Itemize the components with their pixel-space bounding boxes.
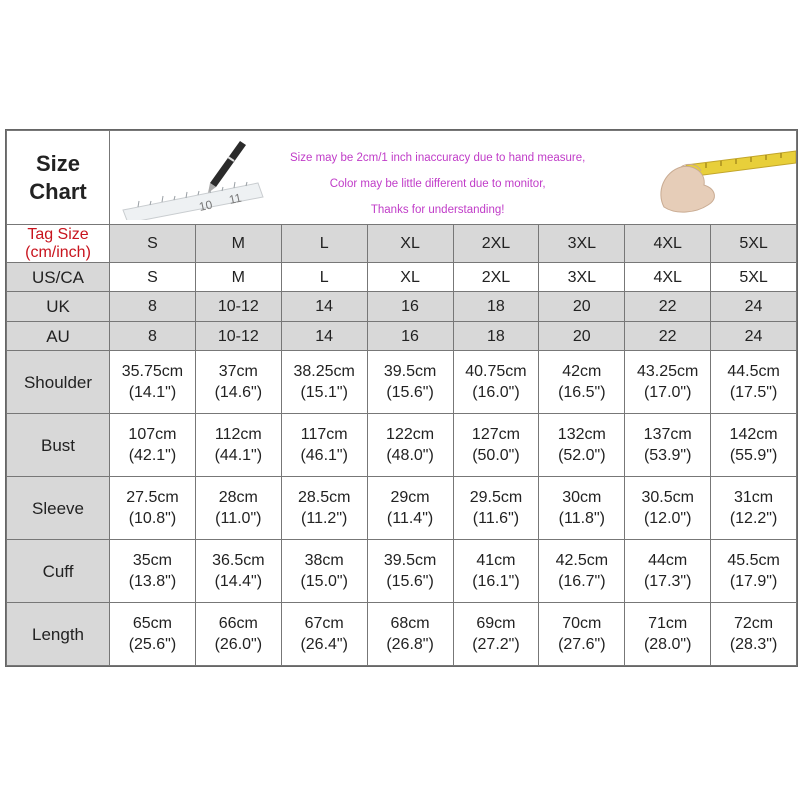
cm-value: 132cm xyxy=(557,426,606,444)
table-cell: M xyxy=(195,262,281,291)
table-row xyxy=(7,262,797,291)
table-row xyxy=(7,292,797,321)
title-line-2: Chart xyxy=(29,178,87,204)
inch-value: (11.0") xyxy=(215,510,262,528)
inch-value: (28.3") xyxy=(729,636,778,653)
cm-value: 31cm xyxy=(734,489,774,507)
table-row xyxy=(7,603,797,666)
inch-value: (15.1") xyxy=(300,384,348,402)
inch-value: (28.0") xyxy=(643,636,692,653)
cm-value: 37cm xyxy=(218,363,258,381)
table-cell: 4XL xyxy=(625,262,711,291)
size-header-cell: M xyxy=(195,225,281,263)
table-cell: XL xyxy=(367,262,453,291)
table-cell xyxy=(711,351,797,414)
inch-value: (42.1") xyxy=(128,447,177,465)
cm-value: 137cm xyxy=(643,426,692,444)
inch-value: (27.2") xyxy=(472,636,520,653)
cm-value: 27.5cm xyxy=(126,489,179,507)
table-cell: 14 xyxy=(281,292,367,321)
cm-value: 112cm xyxy=(214,426,262,444)
ruler-number-10: 10 xyxy=(197,197,214,214)
table-cell: 20 xyxy=(539,321,625,350)
row-label-bust: Bust xyxy=(7,414,110,477)
size-header-cell: 2XL xyxy=(453,225,539,263)
inch-value: (11.4") xyxy=(386,510,434,528)
table-cell xyxy=(367,540,453,603)
cm-value: 30.5cm xyxy=(641,489,694,507)
table-cell: 8 xyxy=(110,321,196,350)
table-cell: S xyxy=(110,262,196,291)
row-label-us-ca: US/CA xyxy=(7,262,110,291)
table-cell xyxy=(711,603,797,666)
cm-value: 44cm xyxy=(648,552,688,570)
notes-banner xyxy=(110,131,797,225)
inch-value: (15.6") xyxy=(386,573,434,591)
cm-value: 30cm xyxy=(562,489,602,507)
inch-value: (25.6") xyxy=(128,636,177,653)
table-cell: 16 xyxy=(367,321,453,350)
table-cell: 22 xyxy=(625,292,711,321)
cm-value: 42cm xyxy=(562,363,602,381)
inch-value: (17.5") xyxy=(729,384,778,402)
size-header-cell: S xyxy=(110,225,196,263)
inch-value: (53.9") xyxy=(643,447,692,465)
table-cell: 10-12 xyxy=(195,292,281,321)
table-cell xyxy=(539,477,625,540)
inch-value: (52.0") xyxy=(558,447,606,465)
inch-value: (14.4") xyxy=(214,573,263,591)
inch-value: (26.0") xyxy=(214,636,263,653)
table-cell: L xyxy=(281,262,367,291)
cm-value: 39.5cm xyxy=(383,363,437,381)
table-cell xyxy=(367,477,453,540)
cm-value: 43.25cm xyxy=(637,363,699,381)
inch-value: (17.9") xyxy=(729,573,778,591)
table-cell xyxy=(367,603,453,666)
table-cell xyxy=(539,414,625,477)
table-cell xyxy=(711,540,797,603)
table-cell xyxy=(281,540,367,603)
table-cell xyxy=(195,351,281,414)
table-cell: 22 xyxy=(625,321,711,350)
note-thanks: Thanks for understanding! xyxy=(370,204,505,216)
table-cell xyxy=(195,477,281,540)
cm-value: 66cm xyxy=(218,615,258,632)
row-label-length: Length xyxy=(7,603,110,666)
table-cell: 24 xyxy=(711,321,797,350)
table-cell xyxy=(195,603,281,666)
cm-value: 65cm xyxy=(132,615,172,632)
table-cell xyxy=(110,540,196,603)
table-row xyxy=(7,414,797,477)
table-cell xyxy=(453,477,539,540)
table-cell xyxy=(110,414,196,477)
cm-value: 29.5cm xyxy=(469,489,523,507)
table-cell xyxy=(625,477,711,540)
cm-value: 68cm xyxy=(390,615,430,632)
tag-size-row xyxy=(7,225,797,263)
cm-value: 72cm xyxy=(734,615,774,632)
inch-value: (55.9") xyxy=(729,447,778,465)
table-row xyxy=(7,540,797,603)
cm-value: 44.5cm xyxy=(727,363,780,381)
table-cell xyxy=(453,603,539,666)
size-header-cell: XL xyxy=(367,225,453,263)
table-row xyxy=(7,477,797,540)
ruler-pen-icon xyxy=(118,135,268,220)
table-cell xyxy=(539,540,625,603)
table-row xyxy=(7,321,797,350)
inch-value: (11.2") xyxy=(301,510,348,528)
inch-value: (14.1") xyxy=(128,384,177,402)
inch-value: (46.1") xyxy=(300,447,348,465)
cm-value: 142cm xyxy=(729,426,778,444)
table-row xyxy=(7,351,797,414)
inch-value: (17.3") xyxy=(643,573,692,591)
size-header-cell: 3XL xyxy=(539,225,625,263)
cm-value: 70cm xyxy=(562,615,602,632)
title-line-1: Size xyxy=(35,150,81,176)
cm-value: 40.75cm xyxy=(465,363,527,381)
inch-value: (12.0") xyxy=(643,510,692,528)
cm-value: 67cm xyxy=(304,615,344,632)
table-cell xyxy=(195,414,281,477)
table-cell: 3XL xyxy=(539,262,625,291)
cm-value: 42.5cm xyxy=(555,552,609,570)
inch-value: (17.0") xyxy=(643,384,692,402)
table-cell xyxy=(539,351,625,414)
inch-value: (50.0") xyxy=(472,447,520,465)
table-cell xyxy=(625,351,711,414)
table-cell: 18 xyxy=(453,321,539,350)
size-header-cell: 4XL xyxy=(625,225,711,263)
note-accuracy: Size may be 2cm/1 inch inaccuracy due to hand measure, xyxy=(290,152,586,164)
cm-value: 38cm xyxy=(304,552,344,570)
table-cell: 16 xyxy=(367,292,453,321)
table-cell xyxy=(281,477,367,540)
table-cell xyxy=(110,351,196,414)
row-label-cuff: Cuff xyxy=(7,540,110,603)
inch-value: (16.0") xyxy=(472,384,520,402)
inch-value: (26.8") xyxy=(386,636,434,653)
table-cell: 18 xyxy=(453,292,539,321)
cm-value: 117cm xyxy=(300,426,348,444)
inch-value: (15.6") xyxy=(386,384,434,402)
cm-value: 29cm xyxy=(390,489,430,507)
inch-value: (10.8") xyxy=(128,510,177,528)
cm-value: 28cm xyxy=(218,489,258,507)
row-label-uk: UK xyxy=(7,292,110,321)
note-color: Color may be little different due to monitor, xyxy=(329,178,546,190)
table-cell: 20 xyxy=(539,292,625,321)
table-cell: 14 xyxy=(281,321,367,350)
row-label-shoulder: Shoulder xyxy=(7,351,110,414)
table-cell: 8 xyxy=(110,292,196,321)
size-header-cell: L xyxy=(281,225,367,263)
table-cell: 24 xyxy=(711,292,797,321)
table-cell xyxy=(281,603,367,666)
table-cell xyxy=(625,540,711,603)
hand-tape-measure-icon xyxy=(646,137,796,217)
tag-size-line-1: Tag Size xyxy=(27,225,89,243)
table-cell xyxy=(711,414,797,477)
cm-value: 36.5cm xyxy=(212,552,265,570)
table-cell xyxy=(281,351,367,414)
table-cell xyxy=(625,414,711,477)
cm-value: 28.5cm xyxy=(297,489,351,507)
inch-value: (48.0") xyxy=(386,447,434,465)
table-cell xyxy=(625,603,711,666)
row-label-au: AU xyxy=(7,321,110,350)
ruler-number-11: 11 xyxy=(227,190,243,207)
table-cell: 2XL xyxy=(453,262,539,291)
table-cell xyxy=(110,477,196,540)
table-cell xyxy=(367,351,453,414)
cm-value: 38.25cm xyxy=(293,363,355,381)
table-cell xyxy=(539,603,625,666)
inch-value: (26.4") xyxy=(300,636,348,653)
cm-value: 39.5cm xyxy=(383,552,437,570)
tag-size-line-2: (cm/inch) xyxy=(25,243,91,261)
size-header-cell: 5XL xyxy=(711,225,797,263)
inch-value: (14.6") xyxy=(214,384,263,402)
cm-value: 127cm xyxy=(471,426,520,444)
inch-value: (16.1") xyxy=(472,573,520,591)
table-cell xyxy=(453,351,539,414)
tag-size-label xyxy=(7,225,110,263)
table-cell xyxy=(281,414,367,477)
table-cell xyxy=(711,477,797,540)
cm-value: 35.75cm xyxy=(121,363,184,381)
cm-value: 71cm xyxy=(648,615,688,632)
table-cell xyxy=(110,603,196,666)
cm-value: 35cm xyxy=(132,552,172,570)
inch-value: (44.1") xyxy=(214,447,263,465)
cm-value: 107cm xyxy=(128,426,177,444)
disclaimer-notes xyxy=(290,145,585,223)
inch-value: (16.7") xyxy=(558,573,606,591)
cm-value: 45.5cm xyxy=(727,552,780,570)
table-cell xyxy=(453,414,539,477)
inch-value: (11.6") xyxy=(472,510,520,528)
cm-value: 41cm xyxy=(476,552,516,570)
inch-value: (15.0") xyxy=(300,573,348,591)
cm-value: 122cm xyxy=(386,426,435,444)
table-cell: 10-12 xyxy=(195,321,281,350)
cm-value: 69cm xyxy=(476,615,516,632)
inch-value: (12.2") xyxy=(729,510,778,528)
inch-value: (27.6") xyxy=(558,636,606,653)
inch-value: (11.8") xyxy=(558,510,605,528)
inch-value: (13.8") xyxy=(128,573,177,591)
size-chart-title xyxy=(7,131,110,225)
table-cell xyxy=(453,540,539,603)
banner-row xyxy=(7,131,797,225)
table-cell: 5XL xyxy=(711,262,797,291)
size-chart-table xyxy=(6,130,797,666)
table-cell xyxy=(195,540,281,603)
size-chart xyxy=(5,129,798,667)
table-cell xyxy=(367,414,453,477)
inch-value: (16.5") xyxy=(558,384,606,402)
row-label-sleeve: Sleeve xyxy=(7,477,110,540)
